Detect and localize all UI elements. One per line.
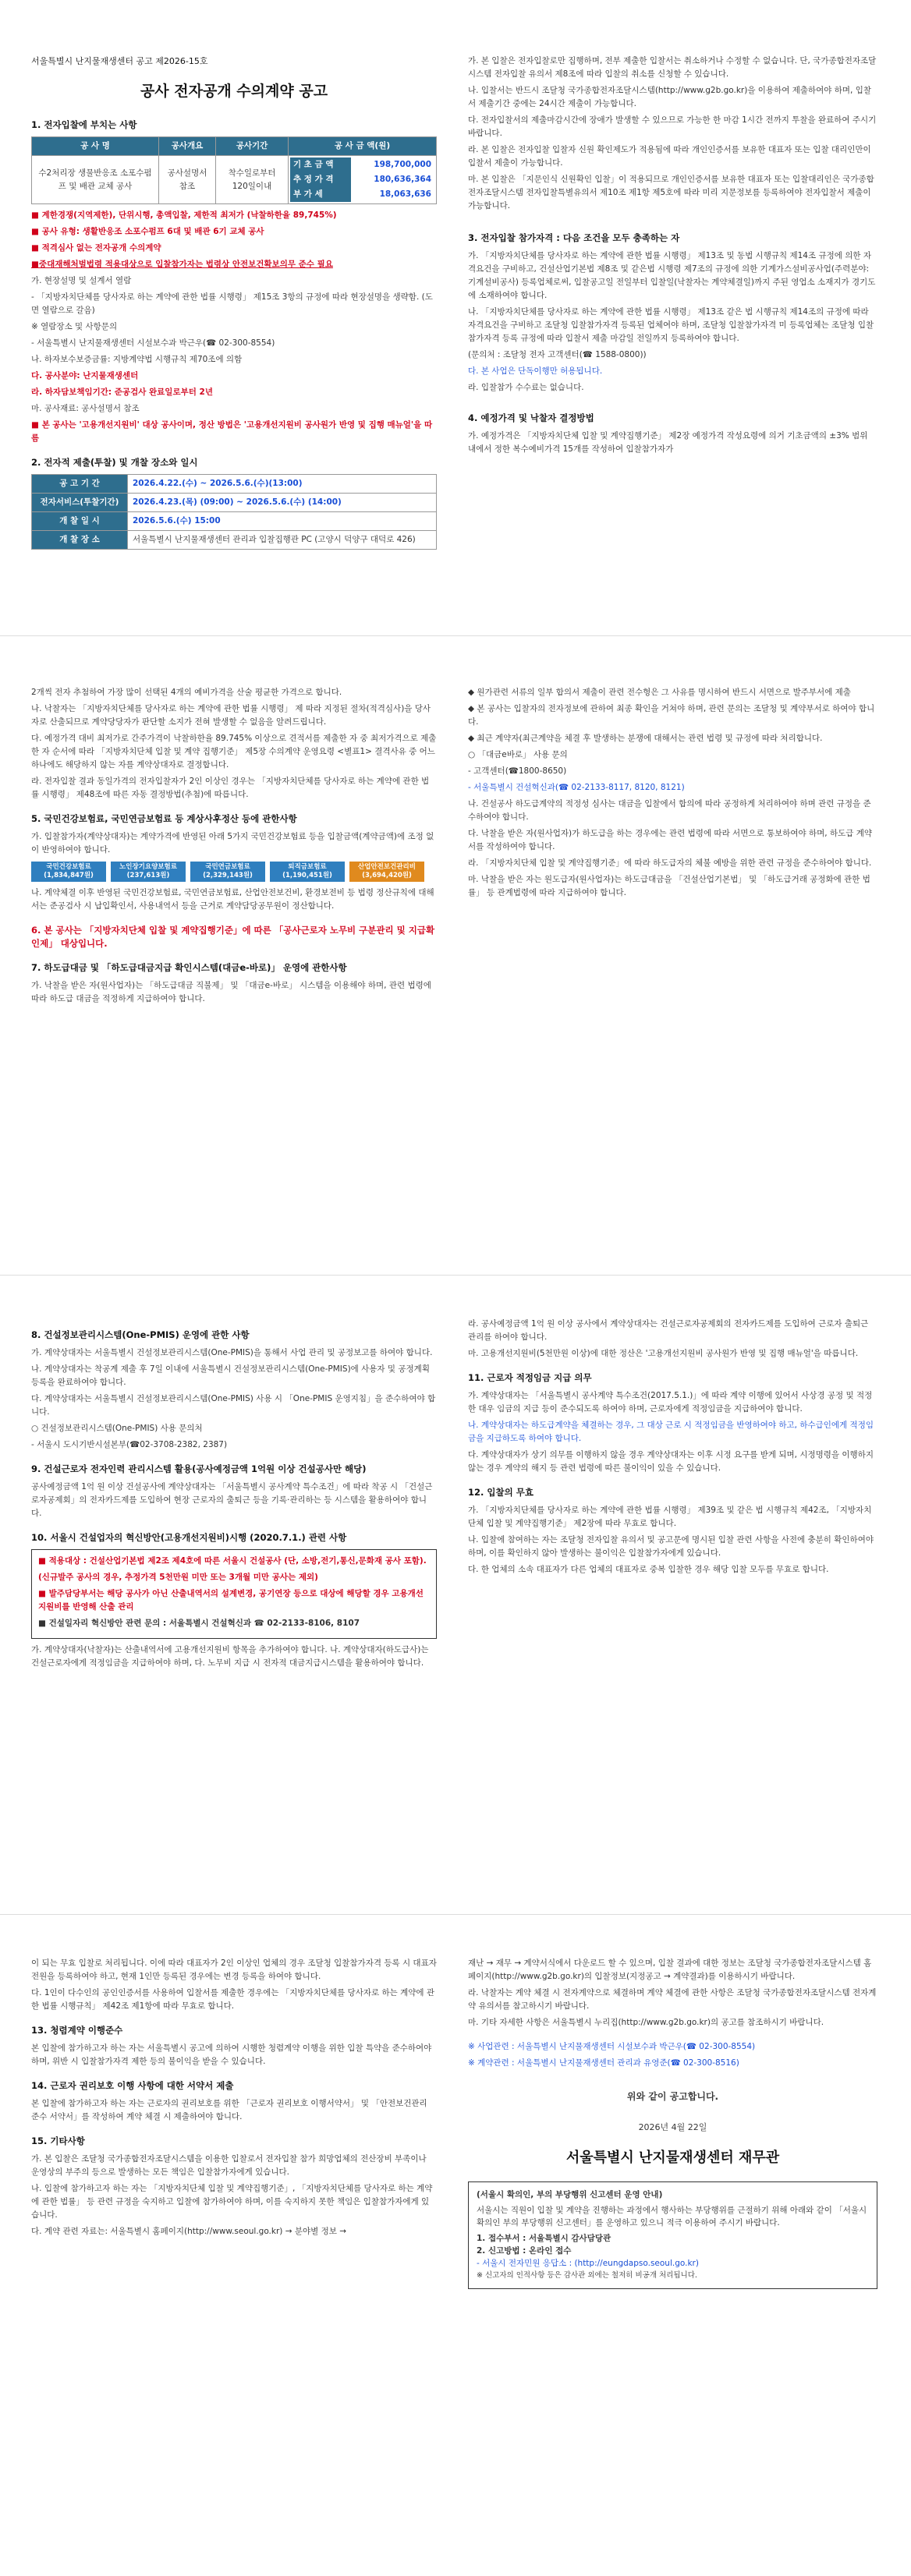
- chip-name: 국민건강보험료: [46, 863, 91, 871]
- right-column-3: [468, 1318, 877, 1580]
- section-15-title: 15. 기타사항: [31, 2135, 85, 2146]
- s8-text: 가. 계약상대자는 서울특별시 건설정보관리시스템(One-PMIS)을 통해서 사업 관리 및 공정보고를 하여야 합니다.: [31, 1348, 433, 1357]
- page-divider: [0, 1275, 911, 1276]
- contact-line: ※ 계약관련 : 서울특별시 난지물재생센터 관리과 유영준(☎ 02-300-8516): [468, 2058, 739, 2068]
- amount-label: 추 정 가 격: [290, 172, 351, 187]
- report-box-item: - 서울시 전자민원 응답소 : (http://eungdapso.seoul.go.kr): [477, 2259, 699, 2268]
- schedule-value: 2026.5.6.(수) 15:00: [128, 512, 437, 531]
- section-13-title: 13. 청렴계약 이행준수: [31, 2025, 123, 2036]
- p3-right: 마. 고용개선지원비(5천만원 이상)에 대한 정산은 '고용개선지원비 공사원가 반영 및 집행 매뉴얼'을 따릅니다.: [468, 1349, 859, 1358]
- report-box-item: ※ 신고자의 인적사항 등은 감사관 외에는 철저히 비공개 처리됩니다.: [477, 2271, 697, 2280]
- s10-box-line: (신규발주 공사의 경우, 추정가격 5천만원 미만 또는 3개월 미만 공사는 제외): [38, 1573, 318, 1582]
- p2-left: 다. 예정가격 대비 최저가로 간주가격이 낙찰하한율 89.745% 이상으로 견적서를 제출한 자 중 최저가격으로 제출한 자 순서에 따라 「지방자치단체 입찰 및 계약 집행기준」 제5장 수의계약 운영요령 <별표1> 결격사유 중 어느 하나에도 해당하지 않는 자를 계약상대자로 결정합니다.: [31, 734, 437, 770]
- s1-item: 가. 현장설명 및 설계서 열람: [31, 276, 132, 285]
- s15-text: 가. 본 입찰은 조달청 국가종합전자조달시스템을 이용한 입찰로서 전자입찰 참가 희망업체의 전산장비 부족이나 운영상의 부주의 등으로 발생하는 모든 책임은 입찰참가자에게 있습니다.: [31, 2154, 427, 2177]
- p4-right: 라. 낙찰자는 계약 체결 시 전자계약으로 체결하며 계약 체결에 관한 사항은 조달청 국가종합전자조달시스템 전자계약 유의서를 참고하시기 바랍니다.: [468, 1988, 877, 2011]
- s8-text: ○ 건설정보관리시스템(One-PMIS) 사용 문의처: [31, 1424, 203, 1433]
- p2-right: ◆ 최근 계약자(최근계약을 체결 후 발생하는 분쟁에 대해서는 관련 법령 및 규정에 따라 처리합니다.: [468, 734, 823, 743]
- s5-text: 가. 입찰참가자(계약상대자)는 계약가격에 반영된 아래 5가지 국민건강보험료 등을 입찰금액(계약금액)에 조정 없이 반영하여야 합니다.: [31, 832, 434, 855]
- s3-item: 가. 「지방자치단체를 당사자로 하는 계약에 관한 법률 시행령」 제13조 및 동법 시행규칙 제14조 규정에 의한 자격요건을 구비하고, 건설산업기본법 제8조 및 같은법 시행령 제7조의 규정에 의한 기계가스설비공사업(주력분야: 기계설비공사) 등록업체로써, 입찰공고일 전일부터 입찰일(낙찰자는 계약체결일)까지 주된 영업소 소재지가 경기도에 소재하여야 합니다.: [468, 251, 876, 300]
- s3-item: 라. 입찰참가 수수료는 없습니다.: [468, 383, 584, 392]
- s1-line: ■중대재해처벌법령 적용대상으로 입찰참가자는 법령상 안전보건확보의무 준수 필요: [31, 260, 333, 269]
- p4-right: 재난 → 재무 → 계약서식에서 다운로드 할 수 있으며, 입찰 결과에 대한 정보는 조달청 국가종합전자조달시스템 홈페이지(http://www.g2b.go.kr)의 입찰정보(지정공고 → 계약결과)를 이용하시기 바랍니다.: [468, 1959, 872, 1981]
- s10-box-line: ■ 적용대상 : 건설산업기본법 제2조 제4호에 따른 서울시 건설공사 (단, 소방,전기,통신,문화재 공사 포함).: [38, 1556, 427, 1566]
- insurance-chip: [31, 862, 106, 882]
- section-3-title: 3. 전자입찰 참가자격 : 다음 조건을 모두 충족하는 자: [468, 232, 680, 243]
- r1-item: 가. 본 입찰은 전자입찰로만 집행하며, 전부 제출한 입찰서는 취소하거나 수정할 수 없습니다. 단, 국가종합전자조달시스템 전자입찰 유의서 제8조에 따라 입찰의 취소를 신청할 수 있습니다.: [468, 56, 877, 79]
- s1-item: - 「지방자치단체를 당사자로 하는 계약에 관한 법률 시행령」 제15조 3항의 규정에 따라 현장설명을 생략함. (도면 열람으로 갈음): [31, 292, 433, 315]
- th-name: 공 사 명: [32, 137, 159, 156]
- report-box-item: 2. 신고방법 : 온라인 접수: [477, 2246, 572, 2256]
- section-7-title: 7. 하도급대금 및 「하도급대금지급 확인시스템(대금e-바로)」 운영에 관한사항: [31, 962, 347, 973]
- left-column-1: [31, 55, 437, 550]
- s4-item: 가. 예정가격은 「지방자치단체 입찰 및 계약집행기준」 제2장 예정가격 작성요령에 의거 기초금액의 ±3% 범위 내에서 정한 복수예비가격 15개를 작성하여 입찰참가자가: [468, 431, 868, 454]
- s14-text: 본 입찰에 참가하고자 하는 자는 근로자의 권리보호를 위한 「근로자 권리보호 이행서약서」 및 「안전보건관리 준수 서약서」를 작성하여 계약 체결 시 제출하여야 합니다.: [31, 2099, 427, 2121]
- p2-right: - 고객센터(☎1800-8650): [468, 766, 567, 776]
- schedule-value: 2026.4.23.(목) (09:00) ~ 2026.5.6.(수) (14:00): [128, 494, 437, 512]
- s11-text: 가. 계약상대자는 「서울특별시 공사계약 특수조건(2017.5.1.)」에 따라 계약 이행에 있어서 사상경 공정 및 적정한 대우 임금의 지급 등이 준수되도록 하여야 하며, 근로자에게 적정임금을 지급하여야 합니다.: [468, 1391, 873, 1414]
- amount-label: 부 가 세: [290, 187, 351, 202]
- section-5-title: 5. 국민건강보험료, 국민연금보험료 등 계상사후정산 등에 관한사항: [31, 813, 297, 824]
- notice-header: 서울특별시 난지물재생센터 공고 제2026-15호: [31, 56, 208, 66]
- s1-item: ※ 열람장소 및 사항문의: [31, 322, 118, 331]
- p2-left: 나. 낙찰자는 「지방자치단체를 당사자로 하는 계약에 관한 법률 시행령」 제 따라 지정된 절차(적격심사)을 당사자로 산출되므로 계약당당자가 판단할 소지가 전혀 발생할 수 없음을 알려드립니다.: [31, 704, 431, 727]
- p2-right: 다. 낙찰을 받은 자(원사업자)가 하도급을 하는 경우에는 관련 법령에 따라 서면으로 통보하여야 하며, 하도급 계약서를 작성하여야 합니다.: [468, 829, 873, 851]
- page-2: [0, 639, 911, 1263]
- project-period: 착수일로부터 120일이내: [216, 156, 289, 204]
- p2-right: ◆ 원가관련 서류의 일부 합의서 제출이 관련 전수형은 그 사유를 명시하여 반드시 서면으로 발주부서에 제출: [468, 688, 851, 697]
- chip-name: 노인장기요양보험료: [119, 863, 177, 871]
- closing-text: 위와 같이 공고합니다.: [626, 2091, 719, 2102]
- r1-item: 나. 입찰서는 반드시 조달청 국가종합전자조달시스템(http://www.g2b.go.kr)을 이용하여 제출하여야 하며, 입찰서 제출기간 중에는 24시간 제출이 가능합니다.: [468, 86, 872, 108]
- section-2-title: 2. 전자적 제출(투찰) 및 개찰 장소와 일시: [31, 457, 198, 468]
- contact-line: ※ 사업관련 : 서울특별시 난지물재생센터 시설보수과 박근우(☎ 02-300-8554): [468, 2042, 756, 2051]
- p4-left: 다. 1인이 다수인의 공인인증서를 사용하여 입찰서를 제출한 경우에는 「지방자치단체를 당사자로 하는 계약에 관한 법률 시행규칙」 제42조 제1항에 따라 무효로 합니다.: [31, 1988, 435, 2011]
- s11-text: 나. 계약상대자는 하도급계약을 체결하는 경우, 그 대상 근로 시 적정임금을 반영하여야 하고, 하수급인에게 적정임금을 지급하도록 하여야 합니다.: [468, 1421, 874, 1443]
- chip-name: 퇴직금보험료: [288, 863, 327, 871]
- s12-text: 가. 「지방자치단체를 당사자로 하는 계약에 관한 법률 시행령」 제39조 및 같은 법 시행규칙 제42조, 「지방자치단체 입찰 및 계약집행기준」 제2장에 따라 무효로 합니다.: [468, 1506, 872, 1528]
- amount-value: 18,063,636: [379, 189, 431, 199]
- amount-table: [290, 157, 434, 202]
- page-4: [0, 1918, 911, 2573]
- right-column-4: [468, 1957, 877, 2289]
- s11-text: 다. 계약상대자가 상기 의무를 이행하지 않을 경우 계약상대자는 이후 시정 요구를 받게 되며, 시정명령을 이행하지 않는 경우 계약의 해지 등 관련 법령에 따른 불이익이 있을 수 있습니다.: [468, 1450, 874, 1473]
- schedule-value: 서울특별시 난지물재생센터 관리과 입찰집행관 PC (고양시 덕양구 대덕로 426): [128, 531, 437, 550]
- section-8-title: 8. 건설정보관리시스템(One-PMIS) 운영에 관한 사항: [31, 1329, 250, 1340]
- s1-item: 다. 공사분야: 난지물재생센터: [31, 371, 139, 380]
- section-12-title: 12. 입찰의 무효: [468, 1487, 533, 1498]
- left-column-4: [31, 1957, 437, 2242]
- r1-item: 마. 본 입찰은 「지문인식 신원확인 입찰」이 적용되므로 개인인증서를 보유한 대표자 또는 입찰대리인은 국가종합전자조달시스템 전자입찰특별유의서 제10조 제1항 제5호에 따라 미리 지문정보를 등록하여야 전자입찰서 제출이 가능합니다.: [468, 175, 874, 211]
- s1-item: 라. 하자담보책임기간: 준공검사 완료일로부터 2년: [31, 387, 213, 397]
- p2-left: 라. 전자입찰 결과 동일가격의 전자입찰자가 2인 이상인 경우는 「지방자치단체를 당사자로 하는 계약에 관한 법률 시행령」 제48조에 따른 자동 결정방법(추첨)에 따릅니다.: [31, 777, 430, 799]
- report-box-title: (서울시 확의인, 부의 부당행위 신고센터 운영 안내): [477, 2190, 663, 2199]
- chip-name: 산업안전보건관리비: [358, 863, 416, 871]
- s8-text: 다. 계약상대자는 서울특별시 건설정보관리시스템(One-PMIS) 사용 시 「One-PMIS 운영지침」을 준수하여야 합니다.: [31, 1394, 436, 1417]
- page-3: [0, 1279, 911, 1902]
- right-column-1: [468, 55, 877, 459]
- schedule-label: 개 찰 장 소: [32, 531, 128, 550]
- section-10-title: 10. 서울시 건설업자의 혁신방안(고용개선지원비)시행 (2020.7.1.) 관련 사항: [31, 1532, 347, 1543]
- report-box-body: 서울시는 직원이 입찰 및 계약을 진행하는 과정에서 행사하는 부당행위를 근절하기 위해 아래와 같이 「서울시 확의인 부의 부당행위 신고센터」를 운영하고 있으니 적극 이용하여 주시기 바랍니다.: [477, 2206, 867, 2227]
- section-11-title: 11. 근로자 적정임금 지급 의무: [468, 1372, 592, 1383]
- chip-value: (2,329,143원): [203, 872, 253, 879]
- insurance-chips: [31, 862, 437, 882]
- issuer-name: 서울특별시 난지물재생센터 재무관: [565, 2150, 780, 2166]
- project-overview: 공사설명서 참조: [159, 156, 216, 204]
- schedule-label: 전자서비스(투찰기간): [32, 494, 128, 512]
- p2-left: 2개씩 전자 추첨하여 가장 많이 선택된 4개의 예비가격을 산술 평균한 가격으로 합니다.: [31, 688, 342, 697]
- s10-box-line: ■ 발주담당부서는 해당 공사가 아닌 산출내역서의 설계변경, 공기연장 등으로 대상에 해당할 경우 고용개선지원비를 반영해 산출 관리: [38, 1589, 424, 1612]
- p2-right: 라. 「지방자치단체 입찰 및 계약집행기준」에 따라 하도급자의 체불 예방을 위한 관련 규정을 준수하여야 합니다.: [468, 858, 872, 868]
- chip-name: 국민연금보험료: [205, 863, 250, 871]
- s1-item: - 서울특별시 난지물재생센터 시설보수과 박근우(☎ 02-300-8554): [31, 338, 275, 348]
- r1-item: 라. 본 입찰은 전자입찰 입찰자 신원 확인제도가 적용됨에 따라 개인인증서를 보유한 대표자 또는 입찰 대리인만이 입찰서 제출이 가능합니다.: [468, 145, 871, 168]
- insurance-chip: [111, 862, 186, 882]
- amount-label: 기 초 금 액: [290, 157, 351, 172]
- page-divider: [0, 635, 911, 636]
- section-9-title: 9. 건설근로자 전자인력 관리시스템 활용(공사예정금액 1억원 이상 건설공사만 해당): [31, 1463, 367, 1474]
- section-6-title: 6. 본 공사는 「지방자치단체 입찰 및 계약집행기준」에 따른 「공사근로자 노무비 구분관리 및 지급확인제」 대상입니다.: [31, 925, 435, 949]
- chip-value: (1,190,451원): [282, 872, 332, 879]
- section-14-title: 14. 근로자 권리보호 이행 사항에 대한 서약서 제출: [31, 2080, 234, 2091]
- s5-more: 나. 계약체결 이후 반영된 국민건강보험료, 국민연금보험료, 산업안전보건비, 환경보전비 등 법령 정산규칙에 대해서는 준공검사 시 납입확인서, 사용내역서 등을 근거로 계약담당공무원이 정산합니다.: [31, 888, 434, 911]
- insurance-chip: [349, 862, 424, 882]
- s15-text: 나. 입찰에 참가하고자 하는 자는 「지방자치단체 입찰 및 계약집행기준」, 「지방자치단체를 당사자로 하는 계약에 관한 법률」 등 관련 규정을 숙지하고 입찰에 참가하여야 하며, 이를 숙지하지 못한 책임은 입찰참가자에게 있습니다.: [31, 2184, 433, 2220]
- page-divider: [0, 1914, 911, 1915]
- s1-line: ■ 공사 유형: 생활반응조 소포수펌프 6대 및 배관 6기 교체 공사: [31, 227, 264, 236]
- schedule-label: 개 찰 일 시: [32, 512, 128, 531]
- section-1-title: 1. 전자입찰에 부치는 사항: [31, 119, 137, 130]
- p4-right: 마. 기타 자세한 사항은 서울특별시 누리집(http://www.g2b.go.kr)의 공고를 참조하시기 바랍니다.: [468, 2018, 824, 2027]
- schedule-table: [31, 474, 437, 550]
- p3-right: 라. 공사예정금액 1억 원 이상 공사에서 계약상대자는 건설근로자공제회의 전자카드제를 도입하여 근로자 출퇴근 관리를 하여야 합니다.: [468, 1319, 869, 1342]
- s1-line: ■ 적격심사 없는 전자공개 수의계약: [31, 243, 161, 253]
- report-box-item: 1. 접수부서 : 서울특별시 감사담당관: [477, 2234, 611, 2243]
- amount-cell: [289, 156, 437, 204]
- s3-item: 나. 「지방자치단체를 당사자로 하는 계약에 관한 법률 시행령」 제13조 같은 법 시행규칙 제14조의 규정에 따라 자격요건을 구비하고 조달청 입찰참가자격 등록된 업체여야 하며, 조달청 입찰참가자격 미 등록업체는 조달청 입찰참가자격 등록 규정에 따라 입찰서 제출 마감일 전일까지 등록하여야 합니다.: [468, 307, 874, 343]
- p2-right: - 서울특별시 건설혁신과(☎ 02-2133-8117, 8120, 8121): [468, 783, 685, 792]
- p2-right: 나. 건설공사 하도급계약의 적정성 심사는 대금을 입찰에서 합의에 따라 공정하게 처리하여야 하며 관련 규정을 준수하여야 합니다.: [468, 799, 871, 822]
- chip-value: (3,694,420원): [362, 872, 412, 879]
- contract-table: [31, 136, 437, 204]
- chip-value: (1,834,847원): [44, 872, 94, 879]
- project-name: 수2처리장 생물반응조 소포수펌프 및 배관 교체 공사: [32, 156, 159, 204]
- insurance-chip: [190, 862, 265, 882]
- schedule-label: 공 고 기 간: [32, 475, 128, 494]
- s3-item: 다. 본 사업은 단독이행만 허용됩니다.: [468, 366, 603, 376]
- s7-text: 가. 낙찰을 받은 자(원사업자)는 「하도급대금 직불제」 및 「대금e-바로」 시스템을 이용해야 하며, 관련 법령에 따라 하도급 대금을 적정하게 지급하여야 합니다.: [31, 981, 431, 1003]
- s9-text: 공사예정금액 1억 원 이상 건설공사에 계약상대자는 「서울특별시 공사계약 특수조건」에 따라 착공 시 「건설근로자공제회」의 전자카드제를 도입하여 현장 근로자의 출퇴근 등을 기록·관리하는 등 시스템을 활용하여야 합니다.: [31, 1482, 433, 1518]
- s1-item: ■ 본 공사는 '고용개선지원비' 대상 공사이며, 정산 방법은 '고용개선지원비 공사원가 반영 및 집행 매뉴얼'을 따름: [31, 420, 433, 443]
- s8-text: - 서울시 도시기반시설본부(☎02-3708-2382, 2387): [31, 1440, 228, 1449]
- right-column-2: [468, 686, 877, 903]
- s1-line: ■ 계한경쟁(지역제한), 단위시행, 총액입찰, 제한적 최저가 (낙찰하한율 89,745%): [31, 211, 337, 220]
- p2-right: ◆ 본 공사는 입찰자의 전자정보에 관하여 최종 확인을 거쳐야 하며, 관련 문의는 조달청 및 계약부서로 하여야 합니다.: [468, 704, 875, 727]
- s15-text: 다. 계약 관련 자료는: 서울특별시 홈페이지(http://www.seoul.go.kr) → 분야별 정보 →: [31, 2227, 347, 2236]
- p2-right: 마. 낙찰을 받은 자는 원도급자(원사업자)는 하도급대금을 「건설산업기본법」 및 「하도급거래 공정화에 관한 법률」 등 관계법령에 따라 지급하여야 합니다.: [468, 875, 870, 897]
- th-period: 공사기간: [216, 137, 289, 156]
- s13-text: 본 입찰에 참가하고자 하는 자는 서울특별시 공고에 의하여 시행한 청렴계약 이행을 위한 입찰 특약을 준수하여야 하며, 위반 시 입찰참가자격 제한 등의 불이익을 받을 수 있습니다.: [31, 2043, 432, 2066]
- s12-text: 다. 한 업체의 소속 대표자가 다른 업체의 대표자로 중복 입찰한 경우 해당 입찰 모두를 무효로 합니다.: [468, 1565, 829, 1574]
- notice-title: 공사 전자공개 수의계약 공고: [140, 83, 328, 100]
- chip-value: (237,613원): [126, 872, 170, 879]
- s12-text: 나. 입찰에 참여하는 자는 조달청 전자입찰 유의서 및 공고문에 명시된 입찰 관련 사항을 사전에 충분히 확인하여야 하며, 이를 확인하지 않아 발생하는 불이익은 입찰참가자에게 있습니다.: [468, 1535, 874, 1558]
- th-overview: 공사개요: [159, 137, 216, 156]
- p2-right: ○ 「대금e바로」 사용 문의: [468, 750, 568, 759]
- s10-box: [31, 1549, 437, 1639]
- section-4-title: 4. 예정가격 및 낙찰자 결정방법: [468, 412, 594, 423]
- left-column-3: [31, 1318, 437, 1673]
- notice-date: 2026년 4월 22일: [638, 2122, 707, 2132]
- p4-left: 이 되는 무효 입찰로 처리됩니다. 이에 따라 대표자가 2인 이상인 업체의 경우 조달청 입찰참가자격 등록 시 대표자 전원을 등록하여야 하고, 현재 1인만 등록된 경우에는 변경 등록을 하여야 합니다.: [31, 1959, 437, 1981]
- left-column-2: [31, 686, 437, 1009]
- th-amount: 공 사 금 액(원): [289, 137, 437, 156]
- insurance-chip: [270, 862, 345, 882]
- schedule-value: 2026.4.22.(수) ~ 2026.5.6.(수)(13:00): [128, 475, 437, 494]
- report-center-box: [468, 2181, 877, 2289]
- s1-item: 나. 하자보수보증금률: 지방계약법 시행규칙 제70조에 의함: [31, 355, 243, 364]
- s10-box-line: ■ 건설일자리 혁신방안 관련 문의 : 서울특별시 건설혁신과 ☎ 02-2133-8106, 8107: [38, 1619, 360, 1628]
- s10-text: 가. 계약상대자(낙찰자)는 산출내역서에 고용개선지원비 항목을 추가하여야 합니다. 나. 계약상대자(하도급사)는 건설근로자에게 적정임금을 지급하여야 하며, 다. 노무비 지급 시 전자적 대금지급시스템을 활용하여야 합니다.: [31, 1645, 429, 1668]
- page-1: [0, 0, 911, 624]
- s3-item: (문의처 : 조달청 전자 고객센터(☎ 1588-0800)): [468, 350, 647, 359]
- amount-value: 180,636,364: [374, 175, 431, 184]
- s8-text: 나. 계약상대자는 착공계 제출 후 7일 이내에 서울특별시 건설정보관리시스템(One-PMIS)에 사용자 및 공정계획 등록을 완료하여야 합니다.: [31, 1364, 430, 1387]
- s1-item: 마. 공사재료: 공사설명서 참조: [31, 404, 140, 413]
- r1-item: 다. 전자입찰서의 제출마감시간에 장애가 발생할 수 있으므로 가능한 한 마감 1시간 전까지 투찰을 완료하여 주시기 바랍니다.: [468, 115, 877, 138]
- amount-value: 198,700,000: [374, 160, 431, 169]
